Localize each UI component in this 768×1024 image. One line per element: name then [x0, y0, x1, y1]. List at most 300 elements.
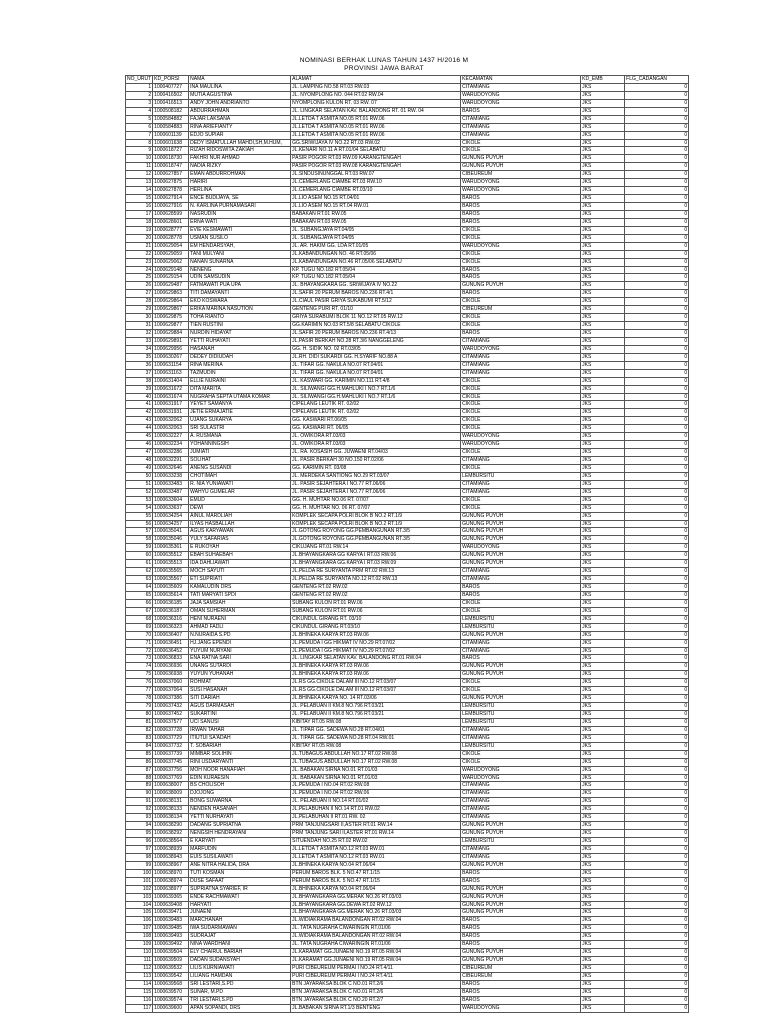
cell-kd-emb: JKS	[581, 242, 625, 250]
cell-kd-emb: JKS	[581, 996, 625, 1004]
cell-nama: LILIS KURNIAWATI	[189, 965, 291, 973]
table-row	[126, 536, 689, 544]
table-row	[126, 345, 689, 353]
cell-no-urut: 52	[126, 488, 153, 496]
cell-kecamatan: WARUDOYONG	[461, 179, 581, 187]
cell-flg-cadangan: 0	[625, 671, 689, 679]
cell-no-urut: 4	[126, 107, 153, 115]
cell-kd-porsi: 1000639574	[153, 996, 189, 1004]
cell-kd-emb: JKS	[581, 703, 625, 711]
table-row	[126, 425, 689, 433]
cell-nama: YETTI RUHAYATI	[189, 337, 291, 345]
cell-no-urut: 35	[126, 353, 153, 361]
cell-kecamatan: LEMBURSITU	[461, 615, 581, 623]
cell-no-urut: 62	[126, 568, 153, 576]
cell-nama: YEYET SAMANYA	[189, 401, 291, 409]
cell-nama: ETI SUPRIATI	[189, 576, 291, 584]
cell-flg-cadangan: 0	[625, 774, 689, 782]
cell-kd-emb: JKS	[581, 933, 625, 941]
cell-alamat: JL.LETDA T ASMITA NO.05 RT.01 RW.06	[291, 123, 461, 131]
cell-kd-porsi: 1000637739	[153, 750, 189, 758]
cell-kd-porsi: 1000637745	[153, 758, 189, 766]
cell-nama: NENENG	[189, 266, 291, 274]
table-row	[126, 909, 689, 917]
table-row	[126, 861, 689, 869]
cell-kecamatan: GUNUNG PUYUH	[461, 631, 581, 639]
cell-kecamatan: CITAMIANG	[461, 576, 581, 584]
cell-no-urut: 45	[126, 433, 153, 441]
cell-kd-emb: JKS	[581, 917, 625, 925]
cell-flg-cadangan: 0	[625, 639, 689, 647]
cell-kd-porsi: 1000631674	[153, 393, 189, 401]
cell-kecamatan: CITAMIANG	[461, 798, 581, 806]
cell-kd-porsi: 1000635609	[153, 584, 189, 592]
cell-alamat: SITUENDAH NO.25 RT.02 RW.02	[291, 838, 461, 846]
cell-no-urut: 78	[126, 695, 153, 703]
cell-flg-cadangan: 0	[625, 552, 689, 560]
cell-flg-cadangan: 0	[625, 822, 689, 830]
cell-flg-cadangan: 0	[625, 869, 689, 877]
cell-kd-emb: JKS	[581, 83, 625, 91]
cell-kd-porsi: 1000635567	[153, 576, 189, 584]
table-row	[126, 306, 689, 314]
cell-nama: DADANG SUPRIATNA	[189, 822, 291, 830]
cell-kecamatan: LEMBURSITU	[461, 718, 581, 726]
cell-alamat: KOMPLEK SECAPA POLRI BLOK B NO.2 RT.1/9	[291, 512, 461, 520]
cell-nama: R. NIA YUNIAWATI	[189, 480, 291, 488]
cell-no-urut: 91	[126, 798, 153, 806]
cell-nama: TATI MARYATI SPDI	[189, 591, 291, 599]
cell-alamat: JL. TATA NUGRAHA CIWARINGIN RT.01/06	[291, 941, 461, 949]
cell-nama: NINA WARDHANI	[189, 941, 291, 949]
table-row	[126, 123, 689, 131]
cell-no-urut: 32	[126, 330, 153, 338]
cell-no-urut: 71	[126, 639, 153, 647]
table-row	[126, 988, 689, 996]
cell-flg-cadangan: 0	[625, 409, 689, 417]
cell-kd-porsi: 1000416502	[153, 91, 189, 99]
cell-flg-cadangan: 0	[625, 1004, 689, 1012]
cell-kecamatan: CITAMIANG	[461, 353, 581, 361]
cell-alamat: GG. KARIMIN RT. 03/08	[291, 464, 461, 472]
cell-alamat: JL. MERDEKA SANTIONG NO.29 RT.03/07	[291, 472, 461, 480]
cell-kd-emb: JKS	[581, 988, 625, 996]
cell-kd-porsi: 1000639471	[153, 909, 189, 917]
cell-kd-porsi: 1000629875	[153, 314, 189, 322]
cell-kd-emb: JKS	[581, 861, 625, 869]
table-row	[126, 488, 689, 496]
cell-no-urut: 58	[126, 536, 153, 544]
cell-kd-porsi: 1000638970	[153, 869, 189, 877]
cell-no-urut: 17	[126, 210, 153, 218]
cell-kd-porsi: 1000639532	[153, 965, 189, 973]
table-row	[126, 941, 689, 949]
cell-kd-emb: JKS	[581, 679, 625, 687]
cell-alamat: JL. BHAYANGKARA GG. SRIWIJAYA IV NO.22	[291, 282, 461, 290]
cell-kecamatan: CIKOLE	[461, 226, 581, 234]
table-row	[126, 623, 689, 631]
cell-kecamatan: CIKOLE	[461, 599, 581, 607]
cell-alamat: JL.GOTONG ROYONG GG.PEMBANGUNAN RT.3/5	[291, 536, 461, 544]
table-row	[126, 726, 689, 734]
cell-alamat: GENTENG RT.02 RW.02	[291, 591, 461, 599]
cell-kd-porsi: 1000637729	[153, 734, 189, 742]
cell-kd-emb: JKS	[581, 885, 625, 893]
cell-alamat: JL. OWIKORA RT.03/03	[291, 433, 461, 441]
cell-nama: IRWAN TAHAR	[189, 726, 291, 734]
table-row	[126, 607, 689, 615]
cell-nama: SUNAR, M.PD	[189, 988, 291, 996]
table-row	[126, 195, 689, 203]
table-row	[126, 393, 689, 401]
table-row	[126, 377, 689, 385]
cell-flg-cadangan: 0	[625, 703, 689, 711]
cell-alamat: CIPELANG LEUTIK RT. 02/02	[291, 401, 461, 409]
cell-kecamatan: GUNUNG PUYUH	[461, 520, 581, 528]
cell-alamat: BTN JAYARAKSA BLOK C NO.01 RT.2/6	[291, 988, 461, 996]
cell-kd-emb: JKS	[581, 623, 625, 631]
cell-no-urut: 56	[126, 520, 153, 528]
cell-no-urut: 81	[126, 718, 153, 726]
cell-flg-cadangan: 0	[625, 655, 689, 663]
cell-kecamatan: GUNUNG PUYUH	[461, 830, 581, 838]
cell-kd-emb: JKS	[581, 830, 625, 838]
cell-kecamatan: GUNUNG PUYUH	[461, 949, 581, 957]
cell-no-urut: 82	[126, 726, 153, 734]
cell-nama: DUSE SAFAAT	[189, 877, 291, 885]
cell-alamat: JL.PEMUDA I GG HIKMAT IV NO.29 RT.07/02	[291, 639, 461, 647]
cell-kd-porsi: 1000637769	[153, 774, 189, 782]
cell-flg-cadangan: 0	[625, 663, 689, 671]
table-row	[126, 290, 689, 298]
cell-kd-emb: JKS	[581, 845, 625, 853]
cell-nama: MOCH SAYUTI	[189, 568, 291, 576]
cell-flg-cadangan: 0	[625, 806, 689, 814]
cell-alamat: JL.PELDA RE SURYANTA NO.12 RT.02 RW.13	[291, 576, 461, 584]
cell-no-urut: 97	[126, 845, 153, 853]
cell-kd-porsi: 1000635614	[153, 591, 189, 599]
cell-kd-porsi: 1000637728	[153, 726, 189, 734]
cell-kecamatan: CITAMIANG	[461, 337, 581, 345]
table-row	[126, 663, 689, 671]
cell-alamat: BABAKAN RT.01 RW.05	[291, 210, 461, 218]
cell-flg-cadangan: 0	[625, 425, 689, 433]
column-header-nama: NAMA	[189, 76, 291, 84]
cell-no-urut: 116	[126, 996, 153, 1004]
cell-kecamatan: GUNUNG PUYUH	[461, 163, 581, 171]
cell-flg-cadangan: 0	[625, 845, 689, 853]
cell-kecamatan: CIKOLE	[461, 679, 581, 687]
cell-alamat: PURI CIBEUREUM PERMAI I NO.24 RT.4/11	[291, 972, 461, 980]
cell-kd-porsi: 1000636938	[153, 671, 189, 679]
cell-kd-porsi: 1000601638	[153, 139, 189, 147]
cell-alamat: JL. TIPAR GG. SADEWA NO.28 RT.04 RW.01	[291, 734, 461, 742]
cell-nama: EM HENDARSYAH,	[189, 242, 291, 250]
cell-nama: NASRUDIN	[189, 210, 291, 218]
cell-kd-emb: JKS	[581, 218, 625, 226]
cell-kecamatan: BAROS	[461, 107, 581, 115]
cell-kd-emb: JKS	[581, 711, 625, 719]
cell-flg-cadangan: 0	[625, 266, 689, 274]
cell-kecamatan: CITAMIANG	[461, 734, 581, 742]
cell-no-urut: 86	[126, 758, 153, 766]
table-row	[126, 679, 689, 687]
cell-no-urut: 111	[126, 957, 153, 965]
cell-nama: DADAN SUDANSYAH	[189, 957, 291, 965]
cell-no-urut: 67	[126, 607, 153, 615]
table-row	[126, 917, 689, 925]
cell-kd-porsi: 1000633238	[153, 472, 189, 480]
cell-nama: TOHA RIANTO	[189, 314, 291, 322]
cell-kecamatan: CIKOLE	[461, 687, 581, 695]
table-row	[126, 957, 689, 965]
cell-alamat: GG. KASWARI RT.06/05	[291, 417, 461, 425]
cell-kecamatan: BAROS	[461, 988, 581, 996]
cell-flg-cadangan: 0	[625, 901, 689, 909]
cell-flg-cadangan: 0	[625, 504, 689, 512]
cell-alamat: JL.TUBAGUS ABDULLAH NO.17 RT.02 RW.08	[291, 750, 461, 758]
cell-alamat: JL.KARAMAT GG.JUNAENI NO.19 RT.05 RW.04	[291, 949, 461, 957]
cell-no-urut: 59	[126, 544, 153, 552]
cell-flg-cadangan: 0	[625, 861, 689, 869]
cell-nama: EMAN ABDURROHMAN	[189, 171, 291, 179]
cell-kd-porsi: 1000635041	[153, 528, 189, 536]
cell-kd-emb: JKS	[581, 520, 625, 528]
cell-no-urut: 112	[126, 965, 153, 973]
cell-nama: MIMBAR SOLIHIN	[189, 750, 291, 758]
cell-flg-cadangan: 0	[625, 322, 689, 330]
cell-nama: FAJAR LAKSANA	[189, 115, 291, 123]
cell-nama: AINUL MARDLIAH	[189, 512, 291, 520]
table-row	[126, 210, 689, 218]
cell-kecamatan: CIKOLE	[461, 449, 581, 457]
cell-nama: ABDURRAHMAN	[189, 107, 291, 115]
cell-alamat: JL.BHAYANGKARA GG.KARYA I RT.03 RW.09	[291, 560, 461, 568]
cell-kecamatan: BAROS	[461, 195, 581, 203]
cell-alamat: JL.SAFIR 20 PERUM BAROS NO.236 RT.4/13	[291, 330, 461, 338]
cell-kd-porsi: 1000618730	[153, 155, 189, 163]
cell-kd-emb: JKS	[581, 901, 625, 909]
cell-kecamatan: GUNUNG PUYUH	[461, 671, 581, 679]
cell-no-urut: 15	[126, 195, 153, 203]
table-row	[126, 369, 689, 377]
table-row	[126, 893, 689, 901]
cell-nama: BS CHOLISOH	[189, 782, 291, 790]
cell-alamat: JL. PELABUAN II KM.8 NO.796 RT.03/21	[291, 711, 461, 719]
table-row	[126, 520, 689, 528]
cell-kecamatan: CITAMIANG	[461, 806, 581, 814]
cell-flg-cadangan: 0	[625, 496, 689, 504]
cell-alamat: JL. OWIKORA RT.03/03	[291, 441, 461, 449]
cell-kd-porsi: 1000628777	[153, 226, 189, 234]
cell-kd-porsi: 1000639568	[153, 980, 189, 988]
cell-flg-cadangan: 0	[625, 234, 689, 242]
cell-no-urut: 90	[126, 790, 153, 798]
cell-kecamatan: GUNUNG PUYUH	[461, 155, 581, 163]
cell-flg-cadangan: 0	[625, 758, 689, 766]
table-row	[126, 734, 689, 742]
cell-kd-emb: JKS	[581, 853, 625, 861]
cell-kecamatan: GUNUNG PUYUH	[461, 909, 581, 917]
cell-alamat: GG.SRIWIJAYA IV NO.22 RT.03 RW.02	[291, 139, 461, 147]
table-row	[126, 131, 689, 139]
table-row	[126, 147, 689, 155]
cell-kecamatan: BAROS	[461, 925, 581, 933]
table-row	[126, 433, 689, 441]
cell-kd-porsi: 1000635512	[153, 552, 189, 560]
cell-kecamatan: BAROS	[461, 584, 581, 592]
cell-alamat: GG. KASWARI RT. 06/05	[291, 425, 461, 433]
cell-kecamatan: LEMBURSITU	[461, 838, 581, 846]
cell-kd-porsi: 1000632234	[153, 441, 189, 449]
cell-kd-emb: JKS	[581, 258, 625, 266]
table-row	[126, 853, 689, 861]
cell-kecamatan: CITAMIANG	[461, 639, 581, 647]
cell-nama: EDIN KURAESIN	[189, 774, 291, 782]
cell-flg-cadangan: 0	[625, 957, 689, 965]
cell-nama: ERIKA MARINA NASUTION	[189, 306, 291, 314]
cell-no-urut: 21	[126, 242, 153, 250]
cell-alamat: JL.KENARI NO.11 A RT.01/04 SELABATU	[291, 147, 461, 155]
cell-flg-cadangan: 0	[625, 838, 689, 846]
table-row	[126, 822, 689, 830]
cell-nama: FATMAWATI PUA UPA	[189, 282, 291, 290]
cell-no-urut: 22	[126, 250, 153, 258]
cell-no-urut: 3	[126, 99, 153, 107]
cell-kecamatan: GUNUNG PUYUH	[461, 663, 581, 671]
table-row	[126, 203, 689, 211]
cell-kecamatan: BAROS	[461, 941, 581, 949]
cell-no-urut: 109	[126, 941, 153, 949]
cell-alamat: JL. RA. KOSASIH GG. JUWAENI RT.04/03	[291, 449, 461, 457]
cell-no-urut: 11	[126, 163, 153, 171]
cell-alamat: GRIYA SURABUMI BLOK 11 NO.12 RT.05 RW.12	[291, 314, 461, 322]
cell-alamat: JL.KARAMAT GG.JUNAENI NO.19 RT.05 RW.04	[291, 957, 461, 965]
cell-nama: NENDEN HASANAH	[189, 806, 291, 814]
cell-kd-porsi: 1000636452	[153, 647, 189, 655]
cell-no-urut: 101	[126, 877, 153, 885]
cell-no-urut: 75	[126, 671, 153, 679]
cell-kd-porsi: 1000629884	[153, 330, 189, 338]
cell-kd-emb: JKS	[581, 91, 625, 99]
cell-kd-emb: JKS	[581, 528, 625, 536]
table-row	[126, 409, 689, 417]
cell-no-urut: 50	[126, 472, 153, 480]
cell-flg-cadangan: 0	[625, 949, 689, 957]
cell-kd-porsi: 1000631404	[153, 377, 189, 385]
cell-nama: NANAN SUNARNA	[189, 258, 291, 266]
cell-kecamatan: CIKOLE	[461, 750, 581, 758]
cell-kd-emb: JKS	[581, 671, 625, 679]
cell-nama: YOHANNINGSIH	[189, 441, 291, 449]
cell-nama: LILIANG HAMDAN	[189, 972, 291, 980]
cell-nama: HJ.JANG EPENDI	[189, 639, 291, 647]
table-row	[126, 139, 689, 147]
cell-flg-cadangan: 0	[625, 718, 689, 726]
cell-flg-cadangan: 0	[625, 687, 689, 695]
cell-nama: TUTI KOSMAN	[189, 869, 291, 877]
table-row	[126, 790, 689, 798]
cell-kecamatan: LEMBURSITU	[461, 711, 581, 719]
cell-no-urut: 73	[126, 655, 153, 663]
cell-flg-cadangan: 0	[625, 171, 689, 179]
cell-alamat: GG.KARIMIN NO.03 RT.5/8 SELABATU CIKOLE	[291, 322, 461, 330]
cell-kecamatan: CITAMIANG	[461, 115, 581, 123]
cell-kecamatan: BAROS	[461, 210, 581, 218]
cell-alamat: PASIR POGOR RT.03 RW.08 KARANGTENGAH	[291, 163, 461, 171]
cell-kd-porsi: 1000627875	[153, 179, 189, 187]
table-row	[126, 671, 689, 679]
cell-kd-porsi: 1000631917	[153, 401, 189, 409]
table-row	[126, 457, 689, 465]
cell-flg-cadangan: 0	[625, 393, 689, 401]
cell-nama: YETTI NURHAYATI	[189, 814, 291, 822]
cell-kd-emb: JKS	[581, 544, 625, 552]
cell-nama: TITI DAMAYANTI	[189, 290, 291, 298]
cell-kd-porsi: 1000631931	[153, 409, 189, 417]
cell-kd-porsi: 1000632062	[153, 417, 189, 425]
cell-kd-porsi: 1000639504	[153, 949, 189, 957]
cell-nama: EVIE KESMAWATI	[189, 226, 291, 234]
cell-flg-cadangan: 0	[625, 314, 689, 322]
cell-alamat: CIKUNDUL GIRANG RT.03/10	[291, 623, 461, 631]
cell-flg-cadangan: 0	[625, 750, 689, 758]
table-row	[126, 996, 689, 1004]
cell-kd-emb: JKS	[581, 298, 625, 306]
cell-kd-porsi: 1000637386	[153, 695, 189, 703]
cell-kecamatan: GUNUNG PUYUH	[461, 901, 581, 909]
cell-kecamatan: BAROS	[461, 218, 581, 226]
table-row	[126, 639, 689, 647]
cell-flg-cadangan: 0	[625, 972, 689, 980]
cell-nama: JAJA SAMSIAH	[189, 599, 291, 607]
cell-alamat: JL.SAFIR 20 PERUM BAROS NO.236 RT.4/1	[291, 290, 461, 298]
cell-flg-cadangan: 0	[625, 242, 689, 250]
table-row	[126, 155, 689, 163]
cell-flg-cadangan: 0	[625, 345, 689, 353]
cell-kd-emb: JKS	[581, 131, 625, 139]
table-row	[126, 496, 689, 504]
cell-no-urut: 114	[126, 980, 153, 988]
cell-flg-cadangan: 0	[625, 814, 689, 822]
cell-no-urut: 99	[126, 861, 153, 869]
cell-alamat: JL. SUBANGJAYA RT.04/05	[291, 234, 461, 242]
cell-kd-emb: JKS	[581, 433, 625, 441]
cell-nama: RINA ARIEFIANTY	[189, 123, 291, 131]
cell-kd-porsi: 1000629059	[153, 250, 189, 258]
cell-kecamatan: GUNUNG PUYUH	[461, 885, 581, 893]
table-row	[126, 234, 689, 242]
cell-kd-emb: JKS	[581, 639, 625, 647]
cell-kd-emb: JKS	[581, 576, 625, 584]
cell-no-urut: 31	[126, 322, 153, 330]
cell-kd-emb: JKS	[581, 107, 625, 115]
cell-flg-cadangan: 0	[625, 441, 689, 449]
cell-kd-porsi: 1000629956	[153, 345, 189, 353]
cell-kd-emb: JKS	[581, 179, 625, 187]
cell-kecamatan: CIKOLE	[461, 147, 581, 155]
cell-no-urut: 107	[126, 925, 153, 933]
table-row	[126, 218, 689, 226]
table-row	[126, 266, 689, 274]
cell-alamat: JL.CIAUL PASIR GRIYA SUKABUMI RT.5/12	[291, 298, 461, 306]
table-body	[126, 83, 689, 1012]
cell-kecamatan: CITAMIANG	[461, 480, 581, 488]
cell-kd-emb: JKS	[581, 814, 625, 822]
cell-kd-porsi: 1000636316	[153, 615, 189, 623]
document-subtitle: PROVINSI JAWA BARAT	[344, 65, 424, 72]
cell-no-urut: 51	[126, 480, 153, 488]
